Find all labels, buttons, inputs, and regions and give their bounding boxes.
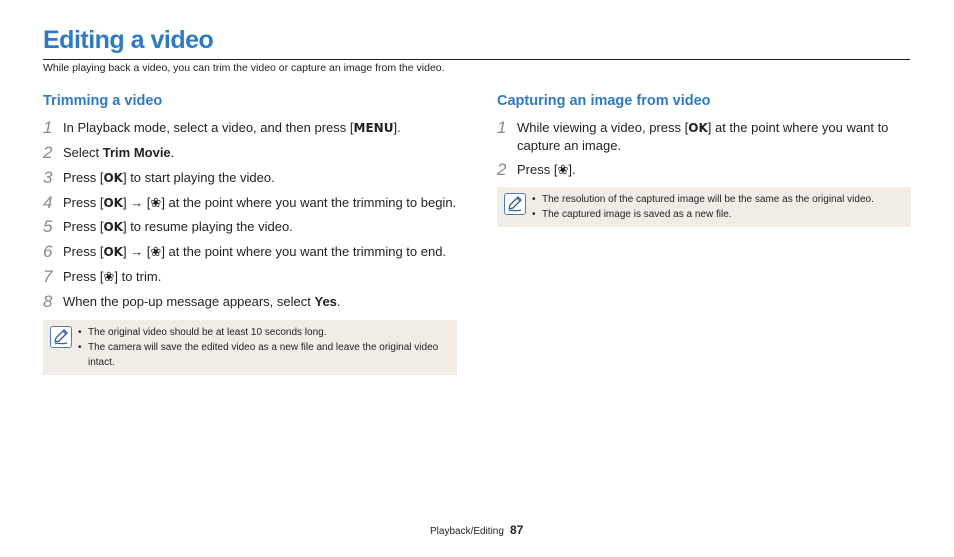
flower-button-icon: ❀	[150, 195, 162, 210]
menu-option-trim-movie: Trim Movie	[102, 145, 171, 160]
footer-section-label: Playback/Editing	[430, 526, 504, 537]
step-text: Press [	[63, 244, 104, 259]
step-text: ] at the point where you want the trimming to begin.	[161, 195, 457, 210]
step-3	[43, 169, 457, 187]
note-box-capturing	[497, 187, 911, 227]
step-text: ] to start playing the video.	[122, 170, 275, 185]
step-number: 5	[43, 217, 53, 236]
step-text: ] at the point where you want to capture an image.	[517, 120, 889, 153]
step-number: 2	[497, 160, 507, 179]
step-number: 4	[43, 193, 53, 212]
flower-button-icon: ❀	[103, 269, 115, 284]
step-1	[497, 119, 911, 155]
step-number: 2	[43, 143, 53, 162]
step-text: In Playback mode, select a video, and then press [	[63, 120, 354, 135]
step-text: Press [	[63, 170, 104, 185]
step-text: ].	[393, 120, 401, 135]
page-footer	[430, 523, 523, 537]
step-text: ].	[568, 162, 576, 177]
step-text: Press [	[517, 162, 558, 177]
flower-button-icon: ❀	[150, 244, 162, 259]
flower-button-icon: ❀	[557, 162, 569, 177]
step-number: 1	[497, 118, 507, 137]
step-text: Select	[63, 145, 103, 160]
step-number: 3	[43, 168, 53, 187]
ok-button-icon: OK	[688, 121, 708, 135]
step-text: .	[336, 294, 341, 309]
step-text: ] at the point where you want the trimming to end.	[161, 244, 447, 259]
trimming-section	[43, 93, 457, 375]
note-pencil-icon	[504, 193, 526, 215]
step-text: ] to resume playing the video.	[122, 219, 293, 234]
step-number: 6	[43, 242, 53, 261]
step-number: 1	[43, 118, 53, 137]
option-yes: Yes	[314, 294, 337, 309]
step-6	[43, 243, 457, 261]
ok-button-icon: OK	[103, 220, 123, 234]
capturing-section	[497, 93, 911, 227]
step-4	[43, 194, 457, 212]
note-item: • The resolution of the captured image will be the same as the original video.	[542, 192, 903, 207]
step-text: Press [	[63, 219, 104, 234]
arrow-icon: ] → [	[122, 244, 151, 259]
note-pencil-icon	[50, 326, 72, 348]
ok-button-icon: OK	[103, 171, 123, 185]
step-2	[497, 161, 911, 179]
step-number: 8	[43, 292, 53, 311]
page-title: Editing a video	[43, 26, 214, 54]
step-2	[43, 144, 457, 162]
step-1	[43, 119, 457, 137]
step-5	[43, 218, 457, 236]
section-title-trimming: Trimming a video	[43, 93, 163, 109]
note-item: • The original video should be at least 10 seconds long.	[88, 325, 449, 340]
note-item: • The captured image is saved as a new file.	[542, 207, 903, 222]
ok-button-icon: OK	[103, 196, 123, 210]
step-number: 7	[43, 267, 53, 286]
step-text: ] to trim.	[114, 269, 162, 284]
section-title-capturing: Capturing an image from video	[497, 93, 711, 109]
ok-button-icon: OK	[103, 245, 123, 259]
step-text: Press [	[63, 195, 104, 210]
step-text: .	[170, 145, 175, 160]
step-text: Press [	[63, 269, 104, 284]
menu-button-icon: MENU	[353, 121, 394, 135]
arrow-icon: ] → [	[122, 195, 151, 210]
step-text: While viewing a video, press [	[517, 120, 689, 135]
page-number: 87	[509, 523, 524, 537]
page-intro: While playing back a video, you can trim the video or capture an image from the video.	[43, 62, 445, 74]
step-8	[43, 293, 457, 311]
title-divider	[43, 59, 910, 60]
note-box-trimming	[43, 320, 457, 375]
step-7	[43, 268, 457, 286]
step-text: When the pop-up message appears, select	[63, 294, 315, 309]
note-item: • The camera will save the edited video as a new file and leave the original video intact.	[88, 340, 449, 370]
